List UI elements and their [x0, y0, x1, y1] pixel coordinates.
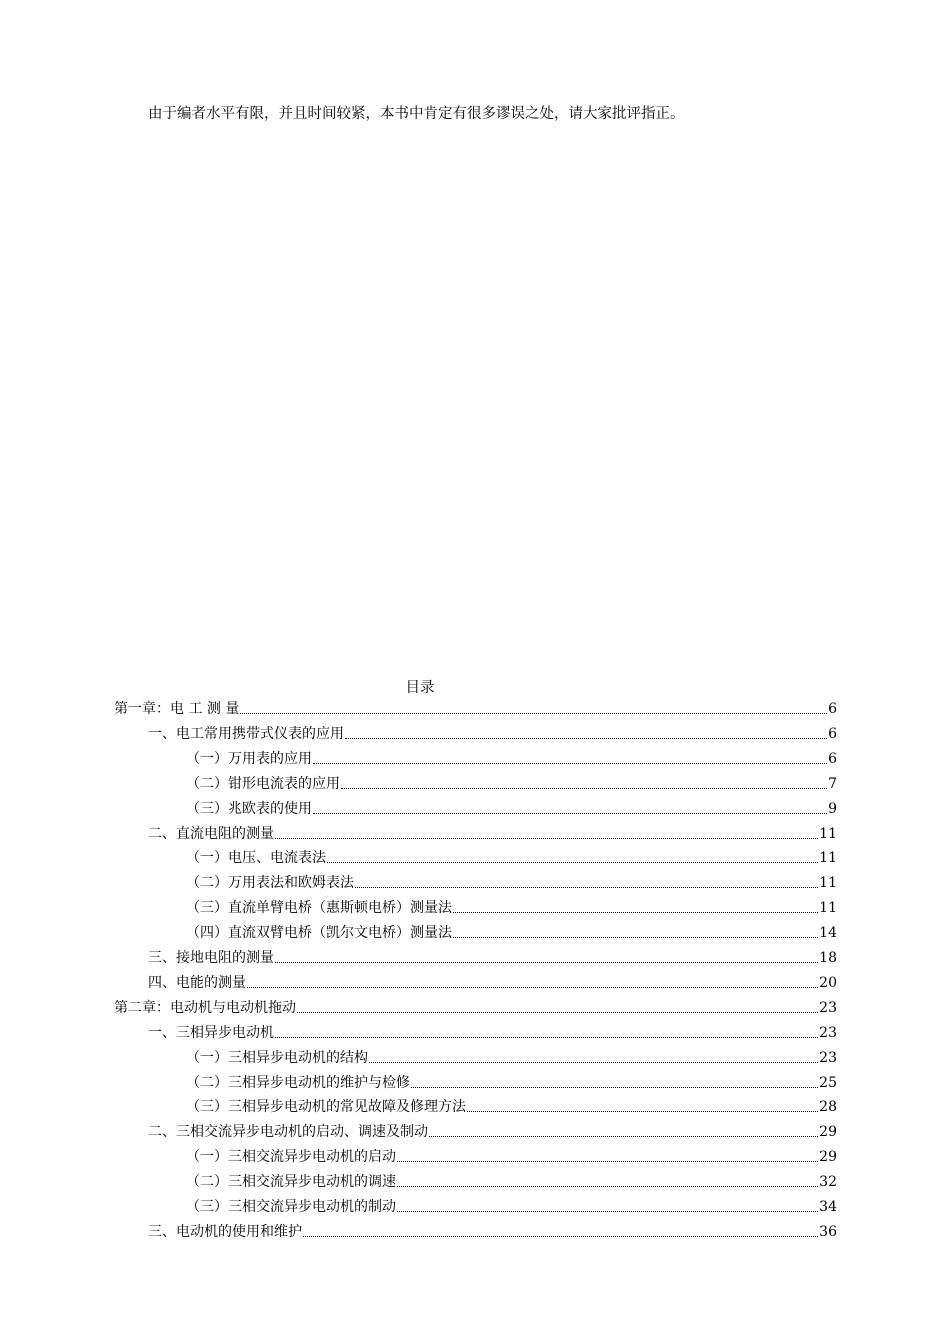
toc-entry-title: （三）三相交流异步电动机的制动	[186, 1199, 396, 1215]
toc-entry-title: （四）直流双臂电桥（凯尔文电桥）测量法	[186, 925, 452, 942]
toc-entry-title: 一、电工常用携带式仪表的应用	[148, 725, 344, 742]
toc-dot-leader	[345, 738, 827, 739]
toc-entry[interactable]	[148, 972, 837, 992]
toc-entry[interactable]	[114, 698, 837, 718]
toc-entry-page: 6	[828, 701, 837, 717]
toc-entry-title: （一）电压、电流表法	[186, 850, 326, 867]
toc-entry-title: （二）钳形电流表的应用	[186, 775, 340, 792]
toc-entry[interactable]	[186, 922, 837, 942]
toc-entry-page: 29	[819, 1124, 837, 1141]
toc-entry-page: 7	[828, 775, 837, 792]
toc-entry-title: （一）三相异步电动机的结构	[186, 1049, 368, 1066]
toc-entry-page: 11	[819, 900, 837, 917]
toc-entry[interactable]	[186, 1047, 837, 1067]
toc-entry-page: 32	[819, 1174, 837, 1191]
toc-entry-page: 11	[819, 825, 837, 842]
toc-dot-leader	[313, 813, 827, 814]
toc-entry[interactable]	[186, 1096, 837, 1116]
toc-entry-page: 9	[828, 800, 837, 817]
toc-entry-title: （三）兆欧表的使用	[186, 800, 312, 817]
toc-entry[interactable]	[114, 997, 837, 1017]
toc-entry-page: 25	[819, 1074, 837, 1091]
toc-entry[interactable]	[148, 1221, 837, 1241]
toc-entry[interactable]	[148, 1121, 837, 1141]
toc-entry-page: 23	[819, 1024, 837, 1041]
toc-entry[interactable]	[148, 823, 837, 843]
toc-entry-title: 一、三相异步电动机	[148, 1024, 274, 1041]
toc-dot-leader	[411, 1087, 818, 1088]
toc-entry-page: 23	[819, 1049, 837, 1066]
toc-dot-leader	[397, 1161, 818, 1162]
toc-dot-leader	[240, 713, 827, 714]
toc-entry-title: （一）万用表的应用	[186, 750, 312, 767]
toc-entry[interactable]	[186, 872, 837, 892]
toc-entry[interactable]	[186, 847, 837, 867]
toc-entry-title: （一）三相交流异步电动机的启动	[186, 1149, 396, 1166]
toc-entry-page: 14	[819, 925, 837, 942]
toc-entry-page: 18	[819, 950, 837, 966]
intro-paragraph: 由于编者水平有限，并且时间较紧，本书中肯定有很多谬误之处，请大家批评指正。	[148, 106, 685, 122]
toc-entry-title: 二、直流电阻的测量	[148, 825, 274, 842]
toc-dot-leader	[247, 987, 818, 988]
toc-entry-title: 第二章：电动机与电动机拖动	[114, 999, 296, 1016]
toc-dot-leader	[369, 1062, 818, 1063]
toc-entry[interactable]	[186, 1196, 837, 1216]
toc-dot-leader	[327, 862, 818, 863]
toc-entry-page: 34	[819, 1199, 837, 1215]
toc-entry[interactable]	[148, 1022, 837, 1042]
toc-entry[interactable]	[186, 798, 837, 818]
toc-entry-title: （二）三相交流异步电动机的调速	[186, 1174, 396, 1191]
toc-entry[interactable]	[148, 723, 837, 743]
toc-entry-page: 6	[828, 750, 837, 767]
toc-entry-title: （二）三相异步电动机的维护与检修	[186, 1074, 410, 1091]
toc-entry-title: 二、三相交流异步电动机的启动、调速及制动	[148, 1124, 428, 1141]
toc-entry-page: 36	[819, 1223, 837, 1240]
toc-entry[interactable]	[186, 1146, 837, 1166]
toc-entry-page: 28	[819, 1099, 837, 1116]
toc-dot-leader	[397, 1186, 818, 1187]
toc-entry-page: 20	[819, 974, 837, 991]
toc-dot-leader	[297, 1012, 818, 1013]
toc-dot-leader	[303, 1236, 818, 1237]
toc-entry-title: （二）万用表法和欧姆表法	[186, 875, 354, 892]
toc-entry-page: 11	[819, 875, 837, 892]
toc-entry-page: 11	[819, 850, 837, 867]
toc-dot-leader	[453, 937, 818, 938]
toc-entry-title: 三、接地电阻的测量	[148, 950, 274, 966]
toc-entry-title: 三、电动机的使用和维护	[148, 1223, 302, 1240]
toc-title: 目录	[405, 680, 435, 696]
toc-entry[interactable]	[186, 773, 837, 793]
toc-entry-title: （三）三相异步电动机的常见故障及修理方法	[186, 1099, 466, 1116]
toc-entry[interactable]	[186, 748, 837, 768]
toc-dot-leader	[275, 838, 818, 839]
toc-dot-leader	[429, 1136, 818, 1137]
toc-dot-leader	[355, 887, 818, 888]
toc-entry-page: 6	[828, 725, 837, 742]
toc-entry-page: 23	[819, 999, 837, 1016]
toc-entry[interactable]	[148, 947, 837, 967]
toc-entry-title: 第一章：电 工 测 量	[114, 701, 240, 717]
toc-entry-title: （三）直流单臂电桥（惠斯顿电桥）测量法	[186, 900, 452, 917]
toc-dot-leader	[341, 788, 827, 789]
toc-entry-title: 四、电能的测量	[148, 974, 246, 991]
toc-dot-leader	[275, 962, 818, 963]
toc-dot-leader	[467, 1111, 818, 1112]
toc-entry[interactable]	[186, 1171, 837, 1191]
toc-entry[interactable]	[186, 1072, 837, 1092]
toc-dot-leader	[453, 912, 818, 913]
toc-dot-leader	[275, 1037, 818, 1038]
toc-entry-page: 29	[819, 1149, 837, 1166]
toc-dot-leader	[313, 763, 827, 764]
toc-dot-leader	[397, 1211, 818, 1212]
toc-entry[interactable]	[186, 897, 837, 917]
